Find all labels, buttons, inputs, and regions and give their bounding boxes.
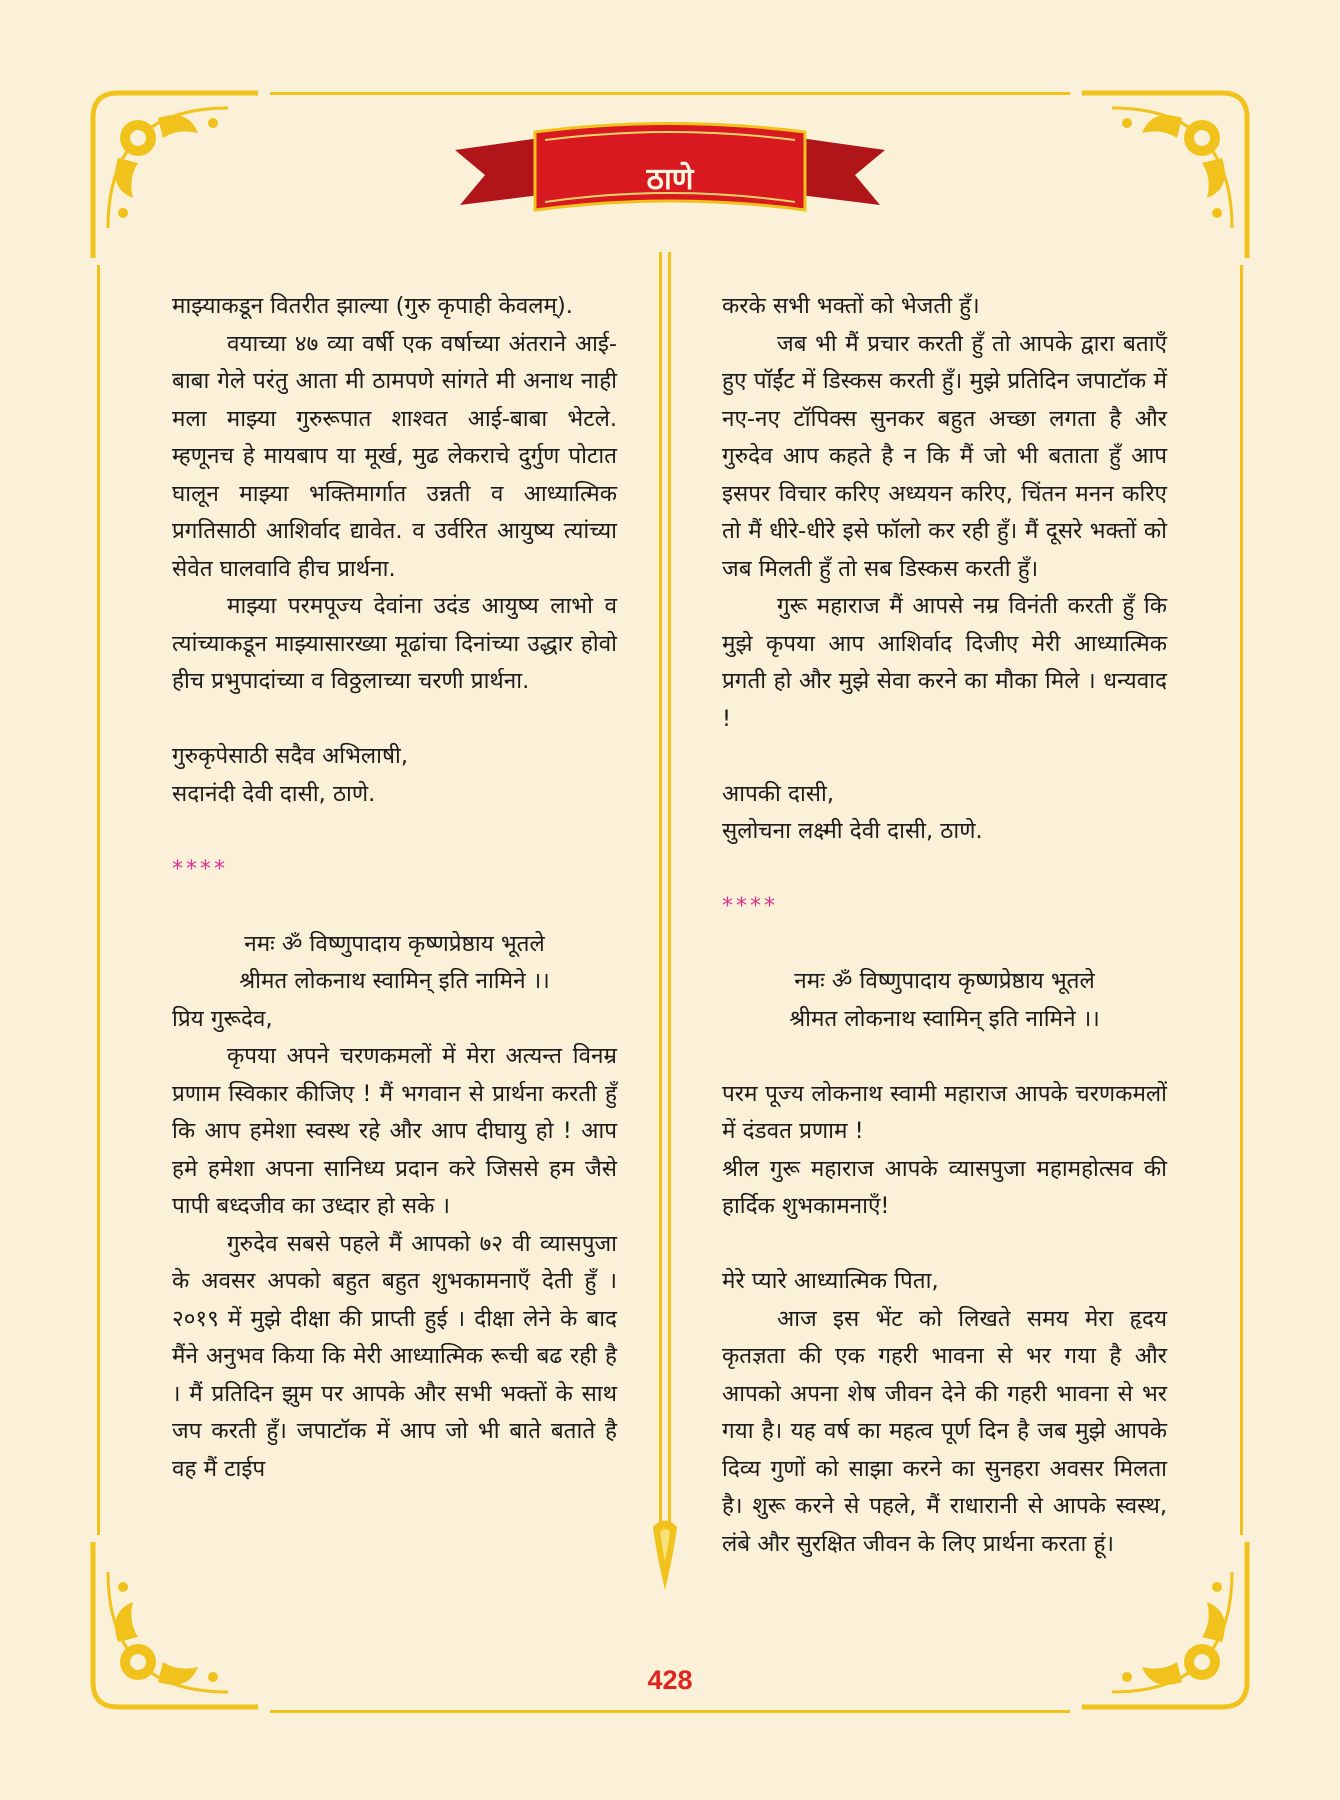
page-title: ठाणे <box>646 162 694 197</box>
invocation-line-2: श्रीमत लोकनाथ स्वामिन् इति नामिने ।। <box>789 1005 1100 1032</box>
right-signature: सुलोचना लक्ष्मी देवी दासी, ठाणे. <box>722 818 983 844</box>
spacer <box>722 851 1167 889</box>
spacer <box>172 813 617 851</box>
left-paragraph-4: कृपया अपने चरणकमलों में मेरा अत्यन्त विनम्र प्रणाम स्विकार कीजिए ! मैं भगवान से प्रार्थना करती हुँ कि आप हमेशा स्वस्थ रहे और आप दीघायु हो ! आप हमे हमेशा अपना सानिध्य प्रदान करे जिससे हम जैसे पापी बध्दजीव का उध्दार हो सके । <box>172 1043 617 1219</box>
spacer <box>722 1226 1167 1264</box>
salutation: प्रिय गुरूदेव, <box>172 1005 273 1032</box>
right-column <box>722 288 1167 1563</box>
left-signoff: गुरुकृपेसाठी सदैव अभिलाषी, <box>172 743 408 769</box>
page-number: 428 <box>647 1665 693 1695</box>
right-paragraph-4: परम पूज्य लोकनाथ स्वामी महाराज आपके चरणकमलों में दंडवत प्रणाम ! <box>722 1080 1167 1144</box>
invocation-line-1: नमः ॐ विष्णुपादाय कृष्णप्रेष्ठाय भूतले <box>794 968 1095 994</box>
right-paragraph-3: गुरू महाराज मैं आपसे नम्र विनंती करती हुँ कि मुझे कृपया आप आशिर्वाद दिजीए मेरी आध्यात्मिक प्रगती हो और मुझे सेवा करने का मौका मिले । धन्यवाद ! <box>722 593 1167 732</box>
left-signature: सदानंदी देवी दासी, ठाणे. <box>172 780 376 807</box>
frame-left-line <box>97 265 100 1535</box>
left-paragraph-2: वयाच्या ४७ व्या वर्षी एक वर्षाच्या अंतराने आई-बाबा गेले परंतु आता मी ठामपणे सांगते मी अनाथ नाही मला माझ्या गुरुरूपात शाश्वत आई-बाबा भेटले. म्हणूनच हे मायबाप या मूर्ख, मुढ लेकराचे दुर्गुण पोटात घालून माझ्या भक्तिमार्गात उन्नती व आध्यात्मिक प्रगतिसाठी आशिर्वाद द्यावेत. व उर्वरित आयुष्य त्यांच्या सेवेत घालवावि हीच प्रार्थना. <box>172 330 617 582</box>
frame-right-line <box>1240 265 1243 1535</box>
right-paragraph-2: जब भी मैं प्रचार करती हुँ तो आपके द्वारा बताएँ हुए पॉईंट में डिस्कस करती हुँ। मुझे प्रतिदिन जपाटॉक में नए-नए टॉपिक्स सुनकर बहुत अच्छा लगता है और गुरुदेव आप कहते है न कि मैं जो भी बताता हुँ आप इसपर विचार करिए अध्ययन करिए, चिंतन मनन करिए तो मैं धीरे-धीरे इसे फॉलो कर रही हुँ। मैं दूसरे भक्तों को जब मिलती हुँ तो सब डिस्कस करती हुँ। <box>722 330 1167 582</box>
corner-ornament-bottom-left-icon <box>78 1532 268 1722</box>
corner-ornament-top-right-icon <box>1072 78 1262 268</box>
right-paragraph-5: श्रील गुरू महाराज आपके व्यासपुजा महामहोत्सव की हार्दिक शुभकामनाएँ! <box>722 1155 1167 1219</box>
right-signoff: आपकी दासी, <box>722 780 834 807</box>
right-paragraph-1: करके सभी भक्तों को भेजती हुँ। <box>722 293 980 319</box>
spacer <box>722 1038 1167 1076</box>
frame-bottom-line <box>270 1710 1070 1713</box>
left-column <box>172 288 617 1488</box>
corner-ornament-top-left-icon <box>78 78 268 268</box>
left-paragraph-5: गुरुदेव सबसे पहले मैं आपको ७२ वी व्यासपुजा के अवसर अपको बहुत बहुत शुभकामनाएँ देती हुँ । २०१९ में मुझे दीक्षा की प्राप्ती हुई । दीक्षा लेने के बाद मैंने अनुभव किया कि मेरी आध्यात्मिक रूची बढ रही है । मैं प्रतिदिन झुम पर आपके और सभी भक्तों के साथ जप करती हुँ। जपाटॉक में आप जो भी बाते बताते है वह मैं टाईप <box>172 1230 617 1482</box>
invocation-line-1: नमः ॐ विष्णुपादाय कृष्णप्रेष्ठाय भूतले <box>244 930 545 957</box>
right-paragraph-6: आज इस भेंट को लिखते समय मेरा हृदय कृतज्ञता की एक गहरी भावना से भर गया है और आपको अपना शेष जीवन देने की गहरी भावना से भर गया है। यह वर्ष का महत्व पूर्ण दिन है जब मुझे आपके दिव्य गुणों को साझा करने का सुनहरा अवसर मिलता है। शुरू करने से पहले, मैं राधारानी से आपके स्वस्थ, लंबे और सुरक्षित जीवन के लिए प्रार्थना करता हूं। <box>722 1305 1167 1557</box>
spacer <box>172 701 617 739</box>
spacer <box>722 926 1167 964</box>
frame-top-line <box>270 92 1070 95</box>
invocation-line-2: श्रीमत लोकनाथ स्वामिन् इति नामिने ।। <box>239 968 550 994</box>
left-paragraph-3: माझ्या परमपूज्य देवांना उदंड आयुष्य लाभो व त्यांच्याकडून माझ्यासारख्या मूढांचा दिनांच्या उद्धार होवो हीच प्रभुपादांच्या व विठ्ठलाच्या चरणी प्रार्थना. <box>172 593 617 694</box>
spacer <box>722 738 1167 776</box>
gold-divider-pendant-icon <box>650 252 680 1592</box>
left-paragraph-1: माझ्याकडून वितरीत झाल्या (गुरु कृपाही केवलम्). <box>172 293 573 319</box>
separator-stars: **** <box>172 856 228 882</box>
spacer <box>172 888 617 926</box>
right-salutation: मेरे प्यारे आध्यात्मिक पिता, <box>722 1268 939 1294</box>
separator-stars: **** <box>722 894 778 919</box>
